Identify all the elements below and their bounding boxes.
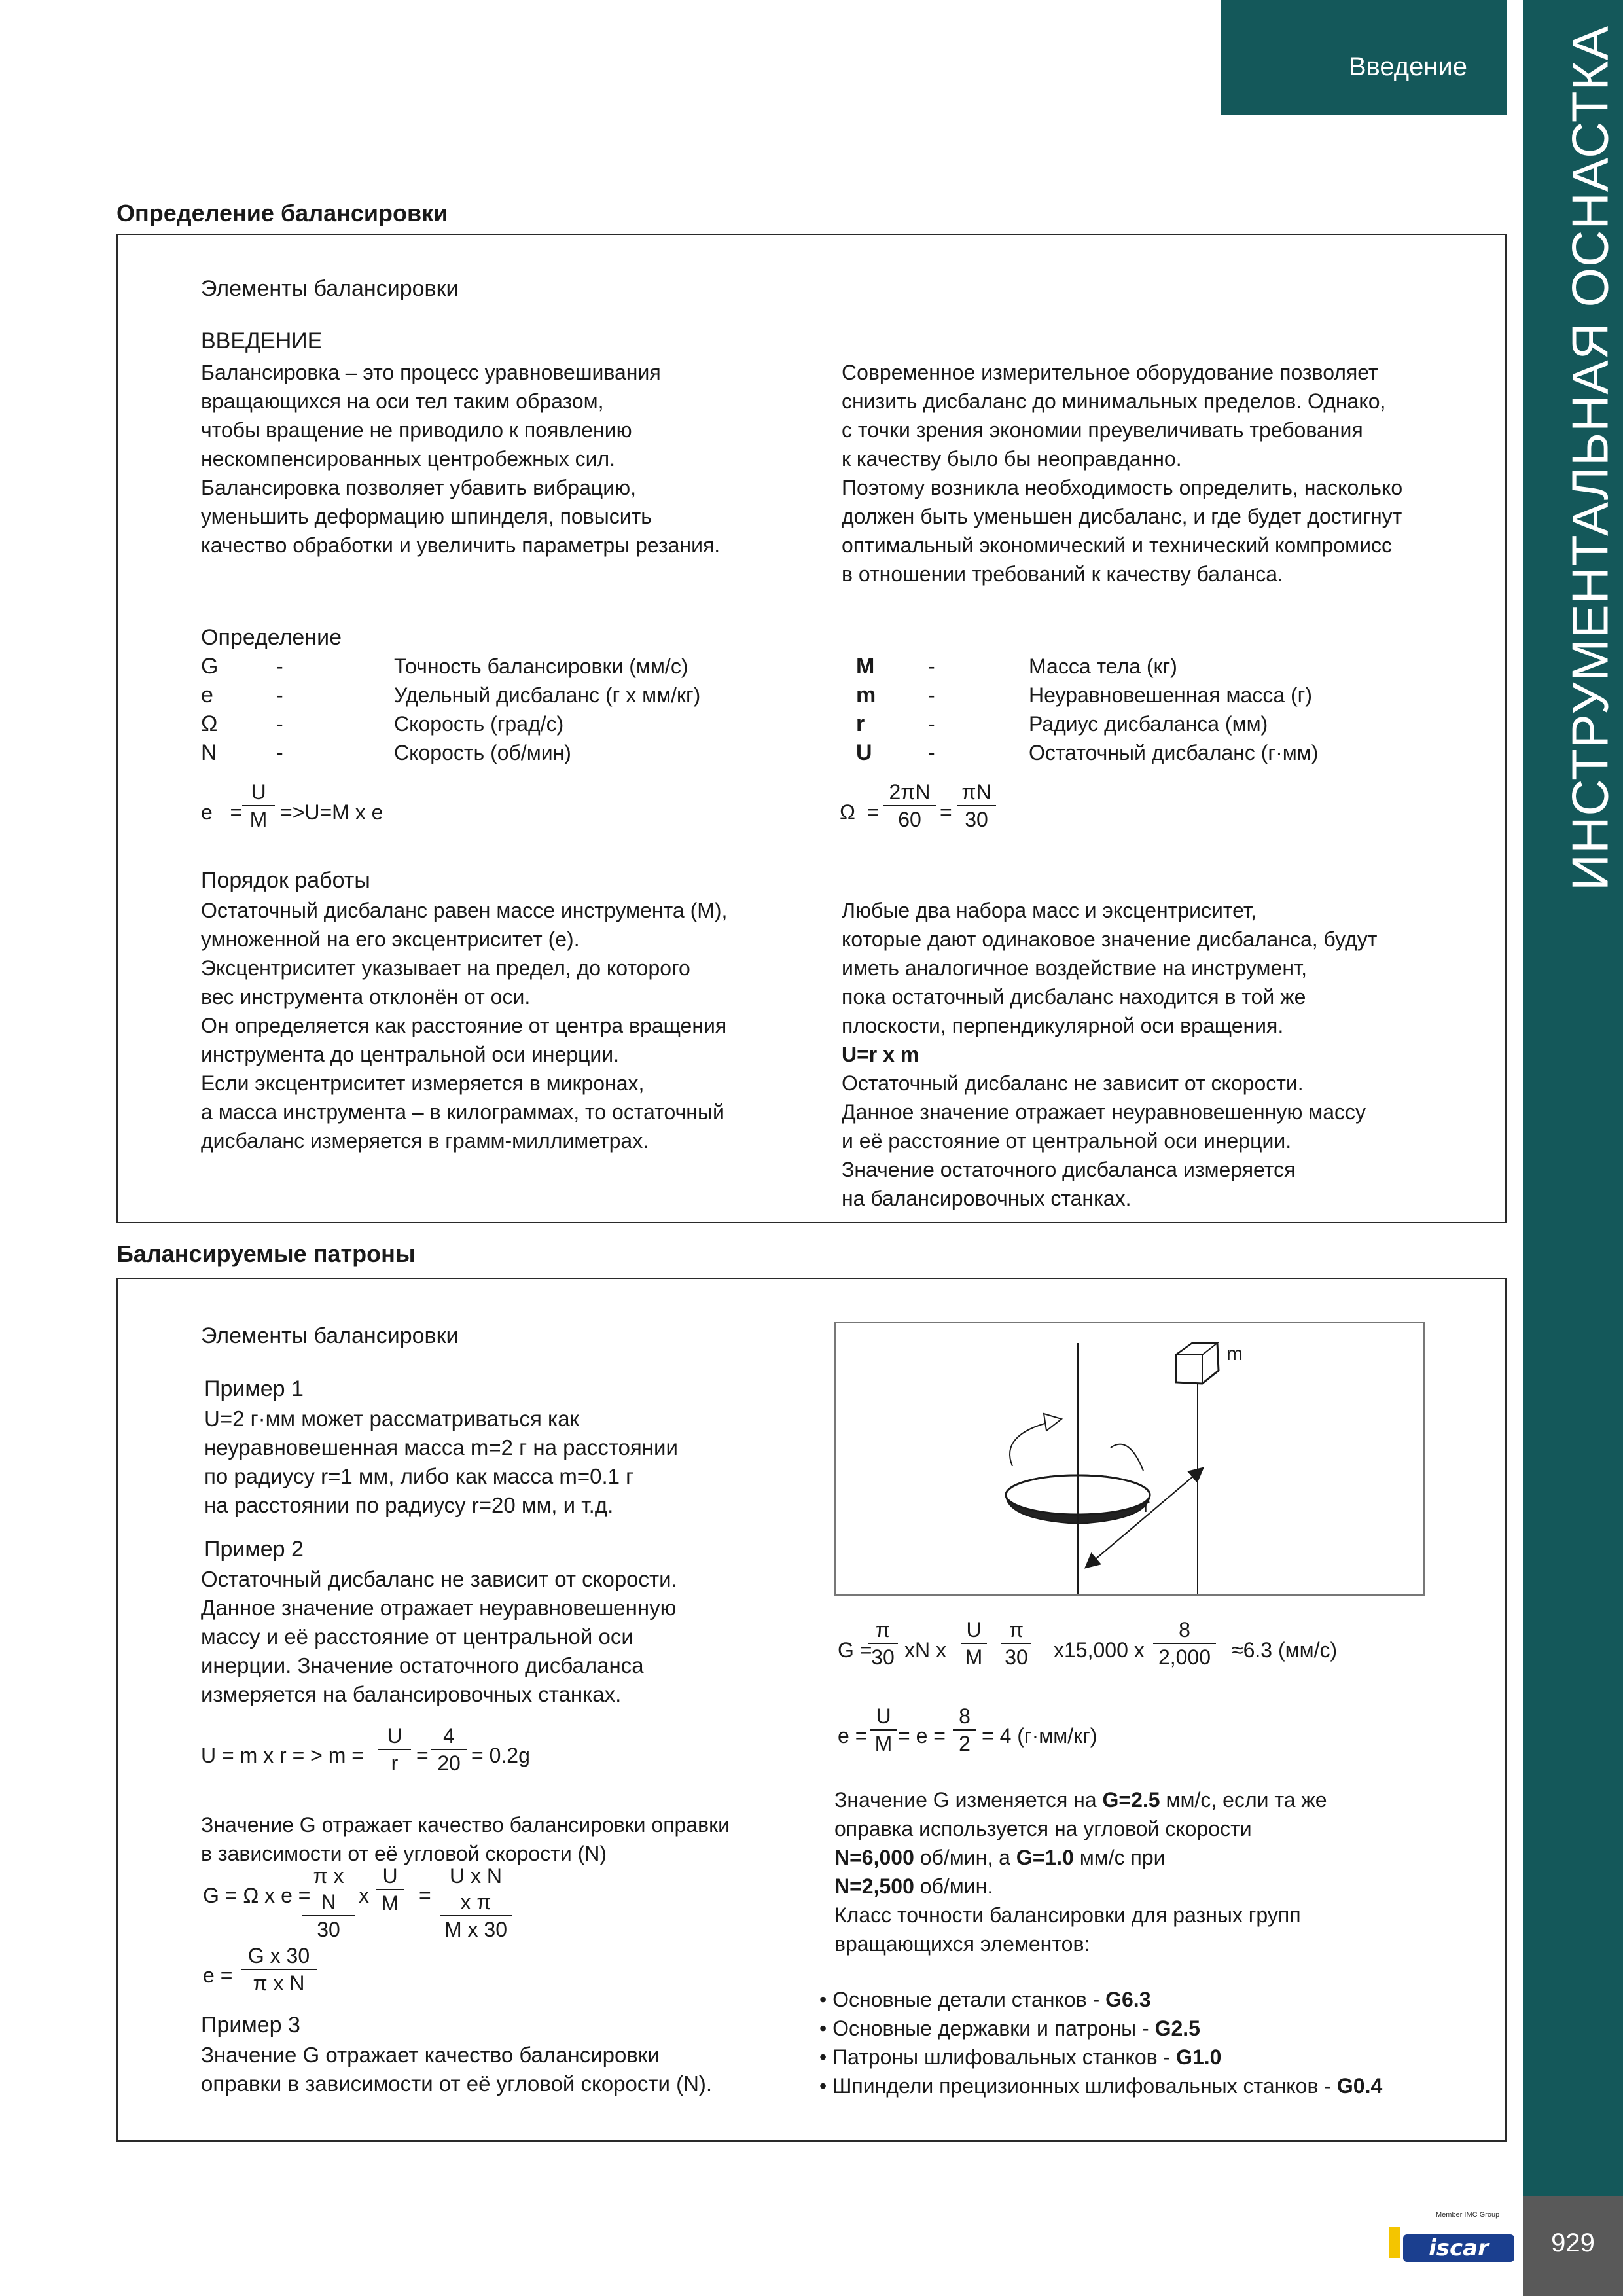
list-item-text: Основные державки и патроны - — [832, 2017, 1155, 2040]
calc-e-result: = 4 (г·мм/кг) — [982, 1724, 1097, 1748]
text-line: Остаточный дисбаланс не зависит от скорости. — [201, 1567, 677, 1591]
fraction — [870, 1703, 897, 1757]
text-line: Данное значение отражает неуравновешенную — [201, 1596, 677, 1620]
def-text: Точность балансировки (мм/с) — [394, 655, 688, 678]
text-line: инструмента до центральной оси инерции. — [201, 1043, 620, 1066]
calc-g-part: xN x — [904, 1638, 946, 1662]
text-line: Значение G отражает качество балансировки оправки — [201, 1813, 730, 1837]
list-item: • Основные державки и патроны - G2.5 — [819, 2017, 1200, 2040]
list-item-value: G0.4 — [1336, 2074, 1383, 2098]
definition-title: Определение — [201, 625, 342, 650]
fraction — [378, 1723, 411, 1776]
fraction — [241, 1943, 317, 1996]
text-line: в отношении требований к качеству баланса. — [842, 562, 1283, 586]
text-line: неуравновешенная масса m=2 г на расстоянии — [204, 1435, 678, 1460]
def-text: Неуравновешенная масса (г) — [1029, 683, 1312, 707]
text-line: Балансировка – это процесс уравновешивания — [201, 361, 661, 384]
def-text: Скорость (град/с) — [394, 712, 564, 736]
text-line: умноженной на его эксцентриситет (e). — [201, 927, 580, 951]
procedure-right — [842, 896, 1377, 1213]
text-line: уменьшить деформацию шпинделя, повысить — [201, 505, 652, 528]
formula-eq: = — [416, 1744, 429, 1767]
formula-e-lhs — [201, 798, 242, 827]
fraction — [883, 779, 936, 833]
text-line: оправки в зависимости от её угловой скорости (N). — [201, 2072, 713, 2096]
formula-g-lhs: G = Ω x e = — [203, 1884, 311, 1907]
def-dash: - — [276, 683, 283, 707]
list-item-value: G1.0 — [1176, 2045, 1222, 2069]
text-line: Он определяется как расстояние от центра вращения — [201, 1014, 727, 1037]
list-item: • Основные детали станков - G6.3 — [819, 1988, 1151, 2011]
text-line: массу и её расстояние от центральной оси — [201, 1624, 633, 1649]
example2-text — [201, 1565, 677, 1709]
text-line: на балансировочных станках. — [842, 1187, 1132, 1210]
text-line: Поэтому возникла необходимость определить, насколько — [842, 476, 1403, 499]
def-symbol: N — [201, 740, 217, 765]
denominator: M — [965, 1645, 983, 1669]
balancing-diagram — [834, 1322, 1425, 1596]
text-line: а масса инструмента – в килограммах, то остаточный — [201, 1100, 724, 1124]
def-symbol: Ω — [201, 711, 218, 736]
numerator: π — [1001, 1617, 1031, 1644]
text-line: N=2,500 об/мин. — [834, 1874, 993, 1898]
intro-right — [842, 358, 1402, 588]
example2-title: Пример 2 — [204, 1537, 304, 1562]
def-dash: - — [276, 712, 283, 736]
text-line: пока остаточный дисбаланс находится в той же — [842, 985, 1306, 1009]
section2-heading: Балансируемые патроны — [116, 1240, 416, 1267]
list-item-text: Шпиндели прецизионных шлифовальных станков - — [832, 2074, 1337, 2098]
intro-left — [201, 358, 720, 560]
def-text: Радиус дисбаланса (мм) — [1029, 712, 1268, 736]
g-description — [201, 1810, 730, 1868]
def-symbol: e — [201, 683, 213, 708]
numerator: U — [870, 1703, 897, 1731]
def-dash: - — [928, 655, 935, 678]
formula-u-lhs: U = m x r = > m = — [201, 1744, 364, 1767]
calc-g-result: ≈6.3 (мм/с) — [1232, 1638, 1338, 1662]
sidebar-title: ИНСТРУМЕНТАЛЬНАЯ ОСНАСТКА — [1561, 26, 1619, 891]
text-line: к качеству было бы неоправданно. — [842, 447, 1182, 471]
text-line: нескомпенсированных центробежных сил. — [201, 447, 616, 471]
balance-class-list — [819, 1985, 1382, 2100]
fraction — [440, 1863, 512, 1943]
fraction — [242, 779, 275, 833]
fraction — [868, 1617, 898, 1670]
denominator: 20 — [437, 1751, 461, 1775]
g-class-text — [834, 1785, 1327, 1958]
text-line: Значение G изменяется на G=2.5 мм/с, если та же — [834, 1788, 1327, 1812]
formula-eq: = — [940, 800, 952, 824]
text-line: снизить дисбаланс до минимальных пределов. Однако, — [842, 389, 1386, 413]
fraction — [961, 1617, 987, 1670]
page-number-box — [1523, 2196, 1623, 2296]
list-item-value: G2.5 — [1154, 2017, 1200, 2040]
formula-line: U=r x m — [842, 1043, 919, 1066]
def-symbol: G — [201, 654, 219, 679]
denominator: 2,000 — [1158, 1645, 1211, 1669]
svg-text:iscar: iscar — [1429, 2235, 1489, 2261]
text-line: Значение остаточного дисбаланса измеряется — [842, 1158, 1296, 1181]
denominator: M — [249, 808, 268, 831]
fraction — [1001, 1617, 1031, 1670]
numerator: 8 — [953, 1703, 976, 1731]
denominator: π x N — [253, 1971, 305, 1995]
calc-g-part: x15,000 x — [1054, 1638, 1145, 1662]
radius-label: r — [1143, 1495, 1150, 1516]
numerator: U — [242, 779, 275, 806]
numerator: π x N — [302, 1863, 355, 1916]
section1-subtitle: Элементы балансировки — [201, 276, 459, 301]
text-line: Эксцентриситет указывает на предел, до которого — [201, 956, 690, 980]
denominator: 30 — [871, 1645, 895, 1669]
def-dash: - — [928, 741, 935, 764]
def-dash: - — [276, 655, 283, 678]
example3-title: Пример 3 — [201, 2013, 300, 2037]
section1-heading: Определение балансировки — [116, 200, 448, 226]
denominator: 30 — [1005, 1645, 1028, 1669]
text-line: инерции. Значение остаточного дисбаланса — [201, 1653, 644, 1677]
logo-mark-icon — [1386, 2212, 1517, 2271]
example1-title: Пример 1 — [204, 1376, 304, 1401]
procedure-left — [201, 896, 727, 1155]
numerator: U — [376, 1863, 404, 1890]
text-line: дисбаланс измеряется в грамм-миллиметрах. — [201, 1129, 649, 1153]
fraction — [957, 779, 996, 833]
example1-text — [204, 1405, 678, 1520]
text-line: на расстоянии по радиусу r=20 мм, и т.д. — [204, 1493, 614, 1517]
denominator: M x 30 — [444, 1918, 508, 1941]
formula-eq: = — [419, 1884, 431, 1907]
fraction — [302, 1863, 355, 1943]
formula-eq: = — [230, 800, 243, 824]
numerator: π — [868, 1617, 898, 1644]
section2-subtitle: Элементы балансировки — [201, 1323, 459, 1348]
def-dash: - — [276, 741, 283, 764]
formula-omega-lhs — [840, 798, 879, 827]
formula-eq: = — [866, 800, 880, 824]
fraction — [953, 1703, 976, 1757]
denominator: 60 — [898, 808, 921, 831]
def-text: Масса тела (кг) — [1029, 655, 1177, 678]
def-dash: - — [928, 683, 935, 707]
mass-block-icon — [1176, 1343, 1219, 1384]
text-line: вращающихся на оси тел таким образом, — [201, 389, 604, 413]
section-tab-label: Введение — [1348, 52, 1467, 81]
text-line: измеряется на балансировочных станках. — [201, 1682, 622, 1706]
denominator: M — [874, 1732, 893, 1755]
def-symbol: r — [856, 711, 865, 736]
formula-e2-lhs: e = — [203, 1964, 233, 1987]
denominator: 30 — [965, 808, 988, 831]
rotating-disc-diagram — [836, 1323, 1423, 1594]
list-item-text: Основные детали станков - — [832, 1988, 1106, 2011]
text-line: Остаточный дисбаланс не зависит от скорости. — [842, 1071, 1304, 1095]
denominator: 30 — [317, 1918, 340, 1941]
list-item: • Патроны шлифовальных станков - G1.0 — [819, 2045, 1222, 2069]
text-line: оправка используется на угловой скорости — [834, 1817, 1252, 1840]
formula-x: x — [359, 1884, 369, 1907]
numerator: U — [378, 1723, 411, 1750]
def-text: Удельный дисбаланс (г x мм/кг) — [394, 683, 701, 707]
text-line: должен быть уменьшен дисбаланс, и где будет достигнут — [842, 505, 1402, 528]
list-item-text: Патроны шлифовальных станков - — [832, 2045, 1177, 2069]
text-line: по радиусу r=1 мм, либо как масса m=0.1 г — [204, 1464, 634, 1488]
text-line: чтобы вращение не приводило к появлению — [201, 418, 632, 442]
def-dash: - — [928, 712, 935, 736]
text-line: U=2 г·мм может рассматриваться как — [204, 1407, 579, 1431]
text-line: плоскости, перпендикулярной оси вращения. — [842, 1014, 1284, 1037]
numerator: G x 30 — [241, 1943, 317, 1970]
example3-text — [201, 2041, 712, 2098]
section-tab — [1221, 0, 1507, 115]
text-line: качество обработки и увеличить параметры резания. — [201, 533, 721, 557]
text-line: оптимальный экономический и технический компромисс — [842, 533, 1392, 557]
text-line: Современное измерительное оборудование позволяет — [842, 361, 1378, 384]
text-line: Класс точности балансировки для разных групп — [834, 1903, 1301, 1927]
text-line: в зависимости от её угловой скорости (N) — [201, 1842, 607, 1865]
text-line: вес инструмента отклонён от оси. — [201, 985, 531, 1009]
fraction — [376, 1863, 404, 1916]
procedure-title: Порядок работы — [201, 868, 370, 893]
denominator: 2 — [959, 1732, 971, 1755]
numerator: U x N x π — [440, 1863, 512, 1916]
intro-title: ВВЕДЕНИЕ — [201, 329, 323, 353]
denominator: M — [381, 1892, 399, 1915]
text-line: Если эксцентриситет измеряется в микронах, — [201, 1071, 645, 1095]
text-line: Балансировка позволяет убавить вибрацию, — [201, 476, 636, 499]
denominator: r — [391, 1751, 399, 1775]
calc-g-lhs: G = — [838, 1638, 872, 1662]
fraction — [431, 1723, 467, 1776]
numerator: πN — [957, 779, 996, 806]
text-line: Любые два набора масс и эксцентриситет, — [842, 899, 1257, 922]
list-item: • Шпиндели прецизионных шлифовальных станков - G0.4 — [819, 2074, 1383, 2098]
mass-label: m — [1226, 1343, 1243, 1365]
fraction — [1153, 1617, 1216, 1670]
numerator: 8 — [1153, 1617, 1216, 1644]
logo-member-text: Member IMC Group — [1436, 2211, 1500, 2219]
formula-symbol: Ω — [840, 800, 855, 824]
text-line: Остаточный дисбаланс равен массе инструмента (M), — [201, 899, 728, 922]
def-symbol: M — [856, 654, 875, 679]
text-line: которые дают одинаковое значение дисбаланса, будут — [842, 927, 1378, 951]
numerator: U — [961, 1617, 987, 1644]
formula-u-result: = 0.2g — [471, 1744, 530, 1767]
text-line: с точки зрения экономии преувеличивать требования — [842, 418, 1363, 442]
text-line: и её расстояние от центральной оси инерции. — [842, 1129, 1292, 1153]
def-symbol: m — [856, 683, 876, 708]
calc-e-mid: = e = — [898, 1724, 946, 1748]
text-line: иметь аналогичное воздействие на инструмент, — [842, 956, 1308, 980]
page-number: 929 — [1551, 2229, 1595, 2257]
text-line: вращающихся элементов: — [834, 1932, 1090, 1956]
iscar-logo — [1386, 2212, 1517, 2271]
numerator: 2πN — [883, 779, 936, 806]
formula-e-rest: =>U=M x e — [280, 800, 383, 824]
formula-symbol: e — [201, 800, 213, 824]
def-text: Скорость (об/мин) — [394, 741, 571, 764]
text-line: Значение G отражает качество балансировки — [201, 2043, 660, 2067]
list-item-value: G6.3 — [1105, 1988, 1151, 2011]
def-symbol: U — [856, 740, 872, 765]
def-text: Остаточный дисбаланс (г·мм) — [1029, 741, 1319, 764]
calc-e-lhs: e = — [838, 1724, 868, 1748]
text-line: Данное значение отражает неуравновешенную массу — [842, 1100, 1366, 1124]
text-line: N=6,000 об/мин, а G=1.0 мм/с при — [834, 1846, 1166, 1869]
numerator: 4 — [431, 1723, 467, 1750]
